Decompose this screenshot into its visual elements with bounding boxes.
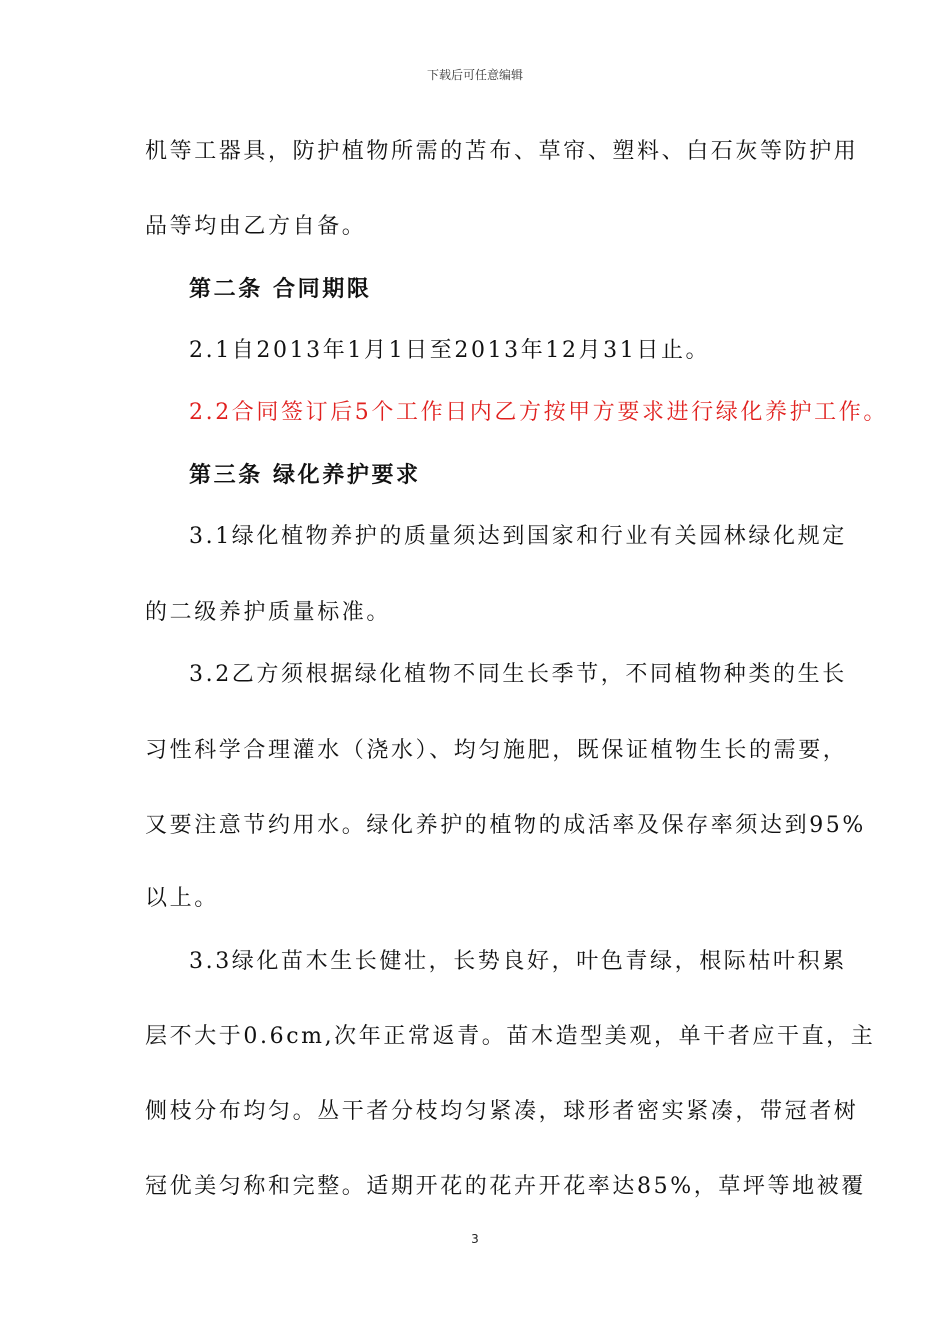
body-line: 又要注意节约用水。绿化养护的植物的成活率及保存率须达到95% — [145, 813, 866, 838]
clause-3-1: 3.1绿化植物养护的质量须达到国家和行业有关园林绿化规定 — [189, 524, 847, 549]
body-line: 的二级养护质量标准。 — [145, 600, 392, 625]
body-line: 侧枝分布均匀。丛干者分枝均匀紧凑，球形者密实紧凑，带冠者树 — [145, 1099, 859, 1124]
body-line: 品等均由乙方自备。 — [145, 214, 367, 239]
page-header: 下载后可任意编辑 — [426, 68, 523, 82]
clause-2-1: 2.1自2013年1月1日至2013年12月31日止。 — [189, 338, 711, 363]
section-heading-requirements: 第三条 绿化养护要求 — [189, 462, 421, 488]
body-line: 层不大于0.6cm,次年正常返青。苗木造型美观，单干者应干直，主 — [145, 1024, 876, 1049]
body-line: 机等工器具，防护植物所需的苫布、草帘、塑料、白石灰等防护用 — [145, 139, 859, 164]
body-line: 以上。 — [145, 886, 219, 911]
clause-2-2-highlighted: 2.2合同签订后5个工作日内乙方按甲方要求进行绿化养护工作。 — [189, 400, 888, 425]
section-heading-term: 第二条 合同期限 — [189, 276, 372, 302]
body-line: 冠优美匀称和完整。适期开花的花卉开花率达85%，草坪等地被覆 — [145, 1174, 866, 1199]
clause-3-2: 3.2乙方须根据绿化植物不同生长季节，不同植物种类的生长 — [189, 662, 847, 687]
body-line: 习性科学合理灌水（浇水）、均匀施肥，既保证植物生长的需要， — [145, 738, 848, 763]
clause-3-3: 3.3绿化苗木生长健壮，长势良好，叶色青绿，根际枯叶积累 — [189, 949, 847, 974]
page-number: 3 — [471, 1232, 479, 1246]
